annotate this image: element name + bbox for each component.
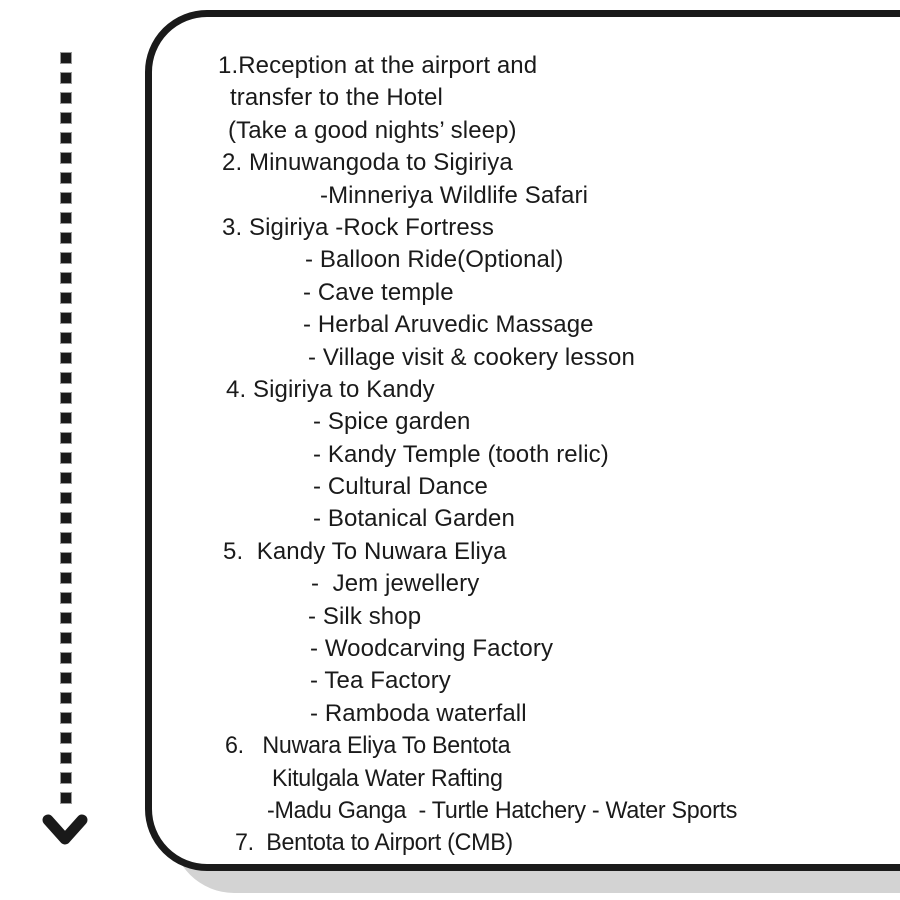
itinerary-line: - Herbal Aruvedic Massage <box>303 311 594 339</box>
itinerary-line: transfer to the Hotel <box>230 84 443 112</box>
itinerary-line: 5. Kandy To Nuwara Eliya <box>223 537 507 565</box>
itinerary-line: - Jem jewellery <box>311 570 480 598</box>
itinerary-line: 1.Reception at the airport and <box>218 52 538 79</box>
itinerary-line: 7. Bentota to Airport (CMB) <box>235 829 513 857</box>
itinerary-line: - Woodcarving Factory <box>310 635 554 663</box>
itinerary-line: - Ramboda waterfall <box>310 699 527 727</box>
itinerary-line: 2. Minuwangoda to Sigiriya <box>222 149 513 177</box>
itinerary-line: - Spice garden <box>313 408 471 436</box>
itinerary-line: - Village visit & cookery lesson <box>308 343 635 371</box>
itinerary-line: -Minneriya Wildlife Safari <box>320 181 589 209</box>
itinerary-line: 6. Nuwara Eliya To Bentota <box>225 732 511 760</box>
itinerary-line: - Kandy Temple (tooth relic) <box>313 440 609 468</box>
itinerary-line: Kitulgala Water Rafting <box>272 764 503 792</box>
itinerary-line: 4. Sigiriya to Kandy <box>226 375 435 403</box>
itinerary-line: - Silk shop <box>308 602 422 630</box>
itinerary-line: (Take a good nights’ sleep) <box>228 116 517 144</box>
itinerary-line: - Cultural Dance <box>313 473 489 501</box>
itinerary-line: - Botanical Garden <box>313 505 515 533</box>
itinerary-lines <box>0 50 900 860</box>
itinerary-line: 3. Sigiriya -Rock Fortress <box>222 213 494 241</box>
itinerary-line: - Tea Factory <box>310 667 451 695</box>
itinerary-line: - Balloon Ride(Optional) <box>305 246 564 274</box>
itinerary-line: - Cave temple <box>303 278 454 306</box>
itinerary-line: -Madu Ganga - Turtle Hatchery - Water Sports <box>267 796 738 824</box>
